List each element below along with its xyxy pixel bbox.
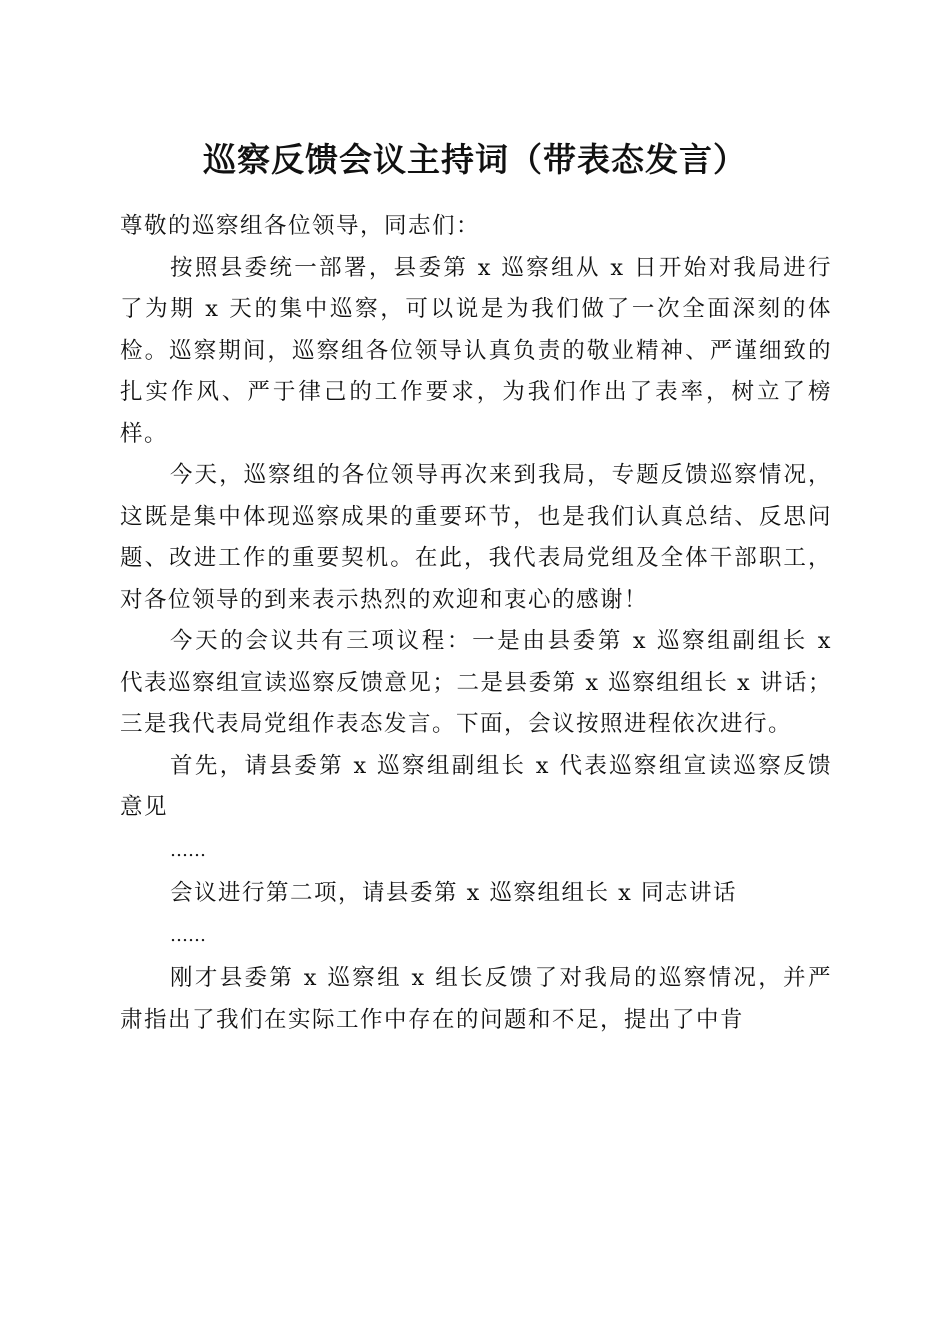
paragraph-opening: 按照县委统一部署，县委第 x 巡察组从 x 日开始对我局进行了为期 x 天的集中巡察，可以说是为我们做了一次全面深刻的体检。巡察期间，巡察组各位领导认真负责的敬业精神、严谨细致的扎实作风、严于律己的工作要求，为我们作出了表率，树立了榜样。	[120, 254, 832, 447]
ellipsis-first: ……	[170, 839, 206, 861]
paragraph-closing: 刚才县委第 x 巡察组 x 组长反馈了对我局的巡察情况，并严肃指出了我们在实际工作中存在的问题和不足，提出了中肯	[120, 965, 832, 1033]
paragraph-first-item: 首先，请县委第 x 巡察组副组长 x 代表巡察组宣读巡察反馈意见	[120, 752, 832, 820]
document-title: 巡察反馈会议主持词（带表态发言）	[203, 140, 747, 179]
paragraph-second-item: 会议进行第二项，请县委第 x 巡察组组长 x 同志讲话	[170, 879, 737, 906]
salutation: 尊敬的巡察组各位领导，同志们：	[120, 213, 481, 239]
document-body	[120, 206, 832, 1041]
paragraph-welcome: 今天，巡察组的各位领导再次来到我局，专题反馈巡察情况，这既是集中体现巡察成果的重要环节，也是我们认真总结、反思问题、改进工作的重要契机。在此，我代表局党组及全体干部职工，对各位领导的到来表示热烈的欢迎和衷心的感谢！	[120, 462, 832, 613]
paragraph-agenda: 今天的会议共有三项议程：一是由县委第 x 巡察组副组长 x 代表巡察组宣读巡察反馈意见；二是县委第 x 巡察组组长 x 讲话；三是我代表局党组作表态发言。下面，会议按照进程依次进行。	[120, 628, 832, 737]
ellipsis-second: ……	[170, 925, 206, 946]
